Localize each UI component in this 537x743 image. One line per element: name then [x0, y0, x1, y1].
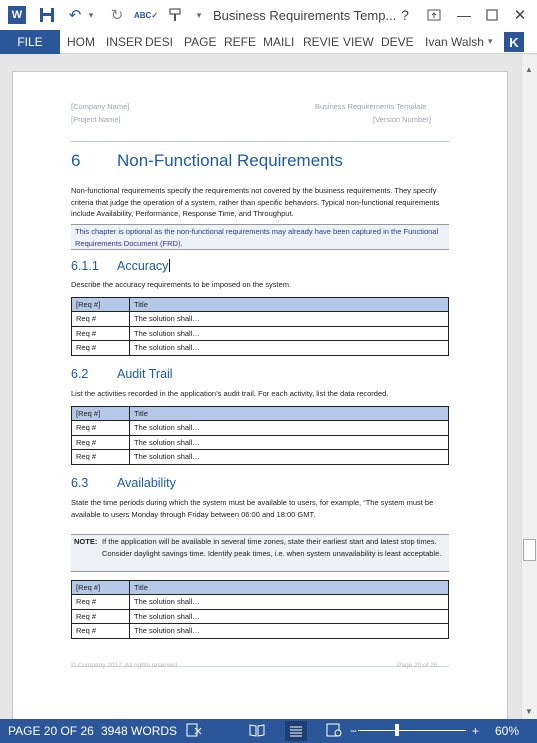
table-cell[interactable]: Req # [72, 595, 130, 610]
table-row [72, 312, 449, 327]
section-heading: Non-Functional Requirements [117, 151, 343, 170]
table-header-row [72, 298, 449, 312]
tab-file[interactable]: FILE [0, 30, 60, 54]
table-cell[interactable]: The solution shall… [130, 595, 449, 610]
table-header-row [72, 407, 449, 421]
subsection-number: 6.1.1 [71, 259, 99, 273]
avatar[interactable]: K [504, 32, 524, 52]
table-cell[interactable]: The solution shall… [130, 435, 449, 450]
close-icon[interactable]: ✕ [513, 7, 527, 24]
scroll-thumb[interactable] [523, 539, 536, 561]
tab-page-layout[interactable]: PAGE [184, 35, 217, 49]
table-cell[interactable]: The solution shall… [130, 624, 449, 639]
page-count[interactable]: PAGE 20 OF 26 [8, 724, 94, 738]
word-app-icon[interactable]: W [8, 6, 26, 24]
redo-icon[interactable]: ↻ [110, 7, 124, 24]
table-cell[interactable]: Req # [72, 341, 130, 356]
subsection-number: 6.3 [71, 476, 89, 490]
column-header: [Req #] [72, 407, 130, 421]
tab-review[interactable]: REVIE [303, 35, 340, 49]
proofing-icon[interactable] [186, 723, 202, 740]
table-row [72, 326, 449, 341]
ribbon-display-options-icon[interactable] [426, 6, 442, 24]
user-account[interactable]: Ivan Walsh [425, 35, 484, 49]
column-header: [Req #] [72, 298, 130, 312]
column-header: Title [130, 581, 449, 595]
undo-dropdown-icon[interactable]: ▾ [88, 9, 94, 20]
document-page[interactable] [12, 71, 508, 719]
scroll-down-icon[interactable]: ▼ [525, 707, 533, 716]
requirements-table [71, 297, 449, 356]
tab-references[interactable]: REFE [224, 35, 257, 49]
table-row [72, 435, 449, 450]
table-cell[interactable]: The solution shall… [130, 341, 449, 356]
subsection-number: 6.2 [71, 367, 89, 381]
header-template: Business Requirements Template [315, 102, 427, 111]
table-cell[interactable]: Req # [72, 609, 130, 624]
section-number: 6 [71, 151, 81, 170]
column-header: Title [130, 407, 449, 421]
availability-note [71, 534, 449, 572]
column-header: [Req #] [72, 581, 130, 595]
vertical-scrollbar[interactable] [521, 55, 537, 719]
table-row [72, 609, 449, 624]
requirements-table [71, 406, 449, 465]
table-cell[interactable]: Req # [72, 326, 130, 341]
subsection-heading: Audit Trail [117, 367, 173, 381]
scroll-up-icon[interactable]: ▲ [525, 65, 533, 74]
zoom-level[interactable]: 60% [495, 724, 520, 738]
help-icon[interactable]: ? [401, 7, 409, 23]
footer-copyright: © Company 2017. All rights reserved [71, 662, 177, 669]
footer-page-number: Page 20 of 26 [397, 662, 438, 669]
table-cell[interactable]: Req # [72, 312, 130, 327]
document-area[interactable] [0, 55, 521, 719]
minimize-icon[interactable]: — [457, 7, 471, 23]
note-text: If the application will be available in several time zones, state their earliest start and latest stop times. Consider daylight savings time. Identify peak times, i.e. when system unavailability is least acceptable. [102, 537, 442, 558]
subsection-text: State the time periods during which the system must be available to users, for example, “The system must be available to users Monday through Friday between 06:00 and 18:00 GMT. [71, 498, 434, 519]
read-mode-icon[interactable] [249, 723, 265, 740]
requirements-table [71, 580, 449, 639]
zoom-out-button[interactable]: − [350, 724, 358, 738]
table-row [72, 624, 449, 639]
web-layout-icon[interactable] [326, 723, 342, 740]
header-project: [Project Name] [71, 115, 121, 124]
section-intro: Non-functional requirements specify the requirements not covered by the business requirements. They specify criteria that judge the operation of a system, rather than specific behaviors. Typical non-functional requirements include Availability, Performance, Response Time, and Throughput. [71, 186, 440, 218]
subsection-heading: Accuracy [117, 259, 169, 273]
section-note: This chapter is optional as the non-functional requirements may already have been captured in the Functional Requirements Document (FRD). [71, 224, 449, 250]
tab-developer[interactable]: DEVE [381, 35, 414, 49]
chevron-down-icon[interactable]: ▾ [488, 36, 493, 46]
zoom-in-button[interactable]: + [472, 724, 480, 738]
zoom-slider[interactable] [358, 730, 466, 731]
table-cell[interactable]: The solution shall… [130, 450, 449, 465]
tab-design[interactable]: DESI [145, 35, 174, 49]
tab-view[interactable]: VIEW [343, 35, 374, 49]
table-cell[interactable]: The solution shall… [130, 326, 449, 341]
table-cell[interactable]: Req # [72, 450, 130, 465]
subsection-heading: Availability [117, 476, 176, 490]
spelling-check-icon[interactable]: ABC✓ [133, 10, 159, 20]
table-row [72, 421, 449, 436]
document-title: Business Requirements Temp... [213, 8, 397, 23]
ribbon-tabs [0, 30, 537, 54]
print-layout-icon[interactable] [285, 721, 307, 741]
header-version: [Version Number] [373, 115, 431, 124]
header-divider [71, 141, 449, 142]
word-count[interactable]: 3948 WORDS [101, 724, 178, 738]
subsection-text: Describe the accuracy requirements to be imposed on the system. [71, 280, 292, 289]
table-cell[interactable]: The solution shall… [130, 421, 449, 436]
table-header-row [72, 581, 449, 595]
table-cell[interactable]: The solution shall… [130, 312, 449, 327]
table-row [72, 595, 449, 610]
tab-mailings[interactable]: MAILI [263, 35, 295, 49]
note-label: NOTE: [74, 537, 98, 546]
title-bar [0, 0, 537, 30]
save-icon[interactable] [38, 6, 56, 24]
text-cursor [169, 259, 170, 272]
tab-insert[interactable]: INSER [106, 35, 143, 49]
subsection-text: List the activities recorded in the application’s audit trail. For each activity, list the data recorded. [71, 389, 389, 398]
table-cell[interactable]: Req # [72, 421, 130, 436]
maximize-icon[interactable] [484, 6, 500, 24]
header-company: [Company Name] [71, 102, 130, 111]
zoom-slider-knob[interactable] [395, 724, 399, 736]
tab-home[interactable]: HOM [67, 35, 95, 49]
table-cell[interactable]: Req # [72, 435, 130, 450]
format-painter-icon[interactable] [166, 6, 184, 24]
undo-icon[interactable]: ↶ [68, 7, 82, 24]
status-bar [0, 719, 537, 743]
table-row [72, 341, 449, 356]
table-cell[interactable]: Req # [72, 624, 130, 639]
table-cell[interactable]: The solution shall… [130, 609, 449, 624]
customize-toolbar-icon[interactable]: ▾ [196, 9, 202, 20]
table-row [72, 450, 449, 465]
column-header: Title [130, 298, 449, 312]
